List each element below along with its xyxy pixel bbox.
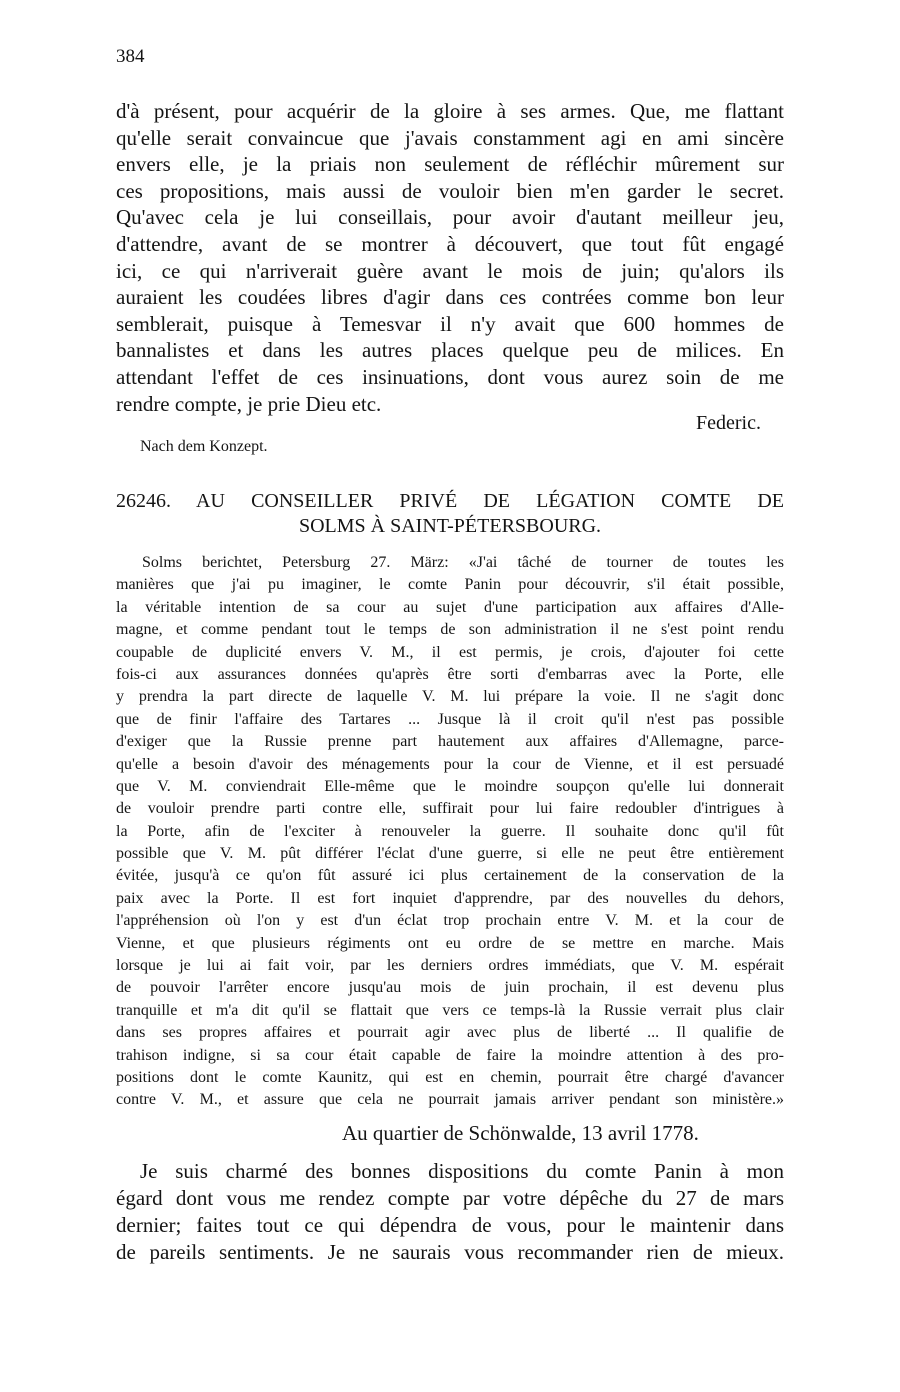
report-line: l'appréhension où l'on y est d'un éclat trop prochain entre V. M. et la cour de — [116, 912, 784, 930]
main-text-block — [116, 98, 784, 417]
main-text-line: envers elle, je la priais non seulement de réfléchir mûrement sur — [116, 152, 784, 177]
letter-line: de pareils sentiments. Je ne saurais vous recommander rien de mieux. — [116, 1240, 784, 1264]
report-line: fois-ci aux assurances données qu'après être sorti d'embarras avec la Porte, elle — [116, 665, 784, 683]
main-text-line: bannalistes et dans les autres places quelque peu de milices. En — [116, 338, 784, 363]
main-text-line: ces propositions, mais aussi de vouloir bien m'en garder le secret. — [116, 178, 784, 203]
main-text-line: ici, ce qui n'arriverait guère avant le mois de juin; qu'alors ils — [116, 258, 784, 283]
letter-heading — [116, 489, 784, 539]
dateline: Au quartier de Schönwalde, 13 avril 1778. — [342, 1121, 699, 1145]
report-line: que V. M. conviendrait Elle-même que le moindre soupçon qu'elle lui donnerait — [116, 777, 784, 795]
main-text-line: Qu'avec cela je lui conseillais, pour avoir d'autant meilleur jeu, — [116, 205, 784, 230]
report-line: lorsque je lui ai fait voir, par les derniers ordres immédiats, que V. M. espérait — [116, 957, 784, 975]
report-line: contre V. M., et assure que cela ne pourrait jamais arriver pendant son ministère.» — [116, 1091, 784, 1109]
signature: Federic. — [696, 412, 761, 434]
report-line: de vouloir prendre parti contre elle, suffirait pour lui faire redoubler d'intrigues à — [116, 800, 784, 818]
report-line: dans ses propres affaires et pourrait agir avec plus de liberté ... Il qualifie de — [116, 1024, 784, 1042]
report-line: manières que j'ai pu imaginer, le comte Panin pour découvrir, s'il était possible, — [116, 576, 784, 594]
report-line: trahison indigne, si sa cour était capable de faire la moindre attention à des pro- — [116, 1046, 784, 1064]
main-text-line: auraient les coudées libres d'agir dans ces contrées comme bon leur — [116, 285, 784, 310]
main-text-line: semblerait, puisque à Temesvar il n'y avait que 600 hommes de — [116, 311, 784, 336]
report-line: la véritable intention de sa cour au sujet d'une participation aux affaires d'Alle- — [116, 598, 784, 616]
report-line: Solms berichtet, Petersburg 27. März: «J'ai tâché de tourner de toutes les — [142, 554, 784, 571]
report-line: d'exiger que la Russie prenne part hautement aux affaires d'Allemagne, parce- — [116, 733, 784, 751]
main-text-line: qu'elle serait convaincue que j'avais constamment agi en ami sincère — [116, 125, 784, 150]
report-line: positions dont le comte Kaunitz, qui est en chemin, pourrait être chargé d'avancer — [116, 1068, 784, 1086]
report-line: de pouvoir l'arrêter encore jusqu'au mois de juin prochain, il est devenu plus — [116, 979, 784, 997]
main-text-line: d'à présent, pour acquérir de la gloire à ses armes. Que, me flattant — [116, 99, 784, 123]
main-text-line: d'attendre, avant de se montrer à découvert, que tout fût engagé — [116, 231, 784, 256]
letter-line: dernier; faites tout ce qui dépendra de vous, pour le maintenir dans — [116, 1213, 784, 1237]
letter-line: Je suis charmé des bonnes dispositions du comte Panin à mon — [140, 1159, 784, 1183]
report-line: évitée, jusqu'à ce qu'on fût assuré ici plus certainement de la conservation de la — [116, 867, 784, 885]
page-number: 384 — [116, 46, 145, 67]
report-line: paix avec la Porte. Il est fort inquiet d'apprendre, par des nouvelles du dehors, — [116, 889, 784, 907]
letter-line: égard dont vous me rendez compte par votre dépêche du 27 de mars — [116, 1186, 784, 1210]
main-text-line: attendant l'effet de ces insinuations, dont vous aurez soin de me — [116, 364, 784, 389]
report-line: magne, et comme pendant tout le temps de son administration il ne s'est point rendu — [116, 621, 784, 639]
heading-line-1: 26246. AU CONSEILLER PRIVÉ DE LÉGATION COMTE DE — [116, 490, 784, 512]
source-note: Nach dem Konzept. — [140, 438, 268, 455]
main-text-line: rendre compte, je prie Dieu etc. — [116, 391, 382, 416]
report-summary-block — [116, 552, 784, 1112]
letter-text-block — [116, 1158, 784, 1266]
report-line: possible que V. M. pût différer l'éclat d'une guerre, si elle ne peut être entièrement — [116, 845, 784, 863]
heading-line-2: SOLMS À SAINT-PÉTERSBOURG. — [298, 515, 602, 537]
report-line: qu'elle a besoin d'avoir des ménagements pour la cour de Vienne, et il est persuadé — [116, 755, 784, 773]
report-line: que de finir l'affaire des Tartares ... Jusque là il croit qu'il n'est pas possible — [116, 710, 784, 728]
report-line: y prendra la part directe de laquelle V. M. lui prépare la voie. Il ne s'agit donc — [116, 688, 784, 706]
report-line: Vienne, et que plusieurs régiments ont eu ordre de se mettre en marche. Mais — [116, 934, 784, 952]
report-line: coupable de duplicité envers V. M., il est permis, je crois, d'ajouter foi cette — [116, 643, 784, 661]
report-line: la Porte, afin de l'exciter à renouveler la guerre. Il souhaite donc qu'il fût — [116, 822, 784, 840]
report-line: tranquille et m'a dit qu'il se flattait que vers ce temps-là la Russie verrait plus clair — [116, 1001, 784, 1019]
